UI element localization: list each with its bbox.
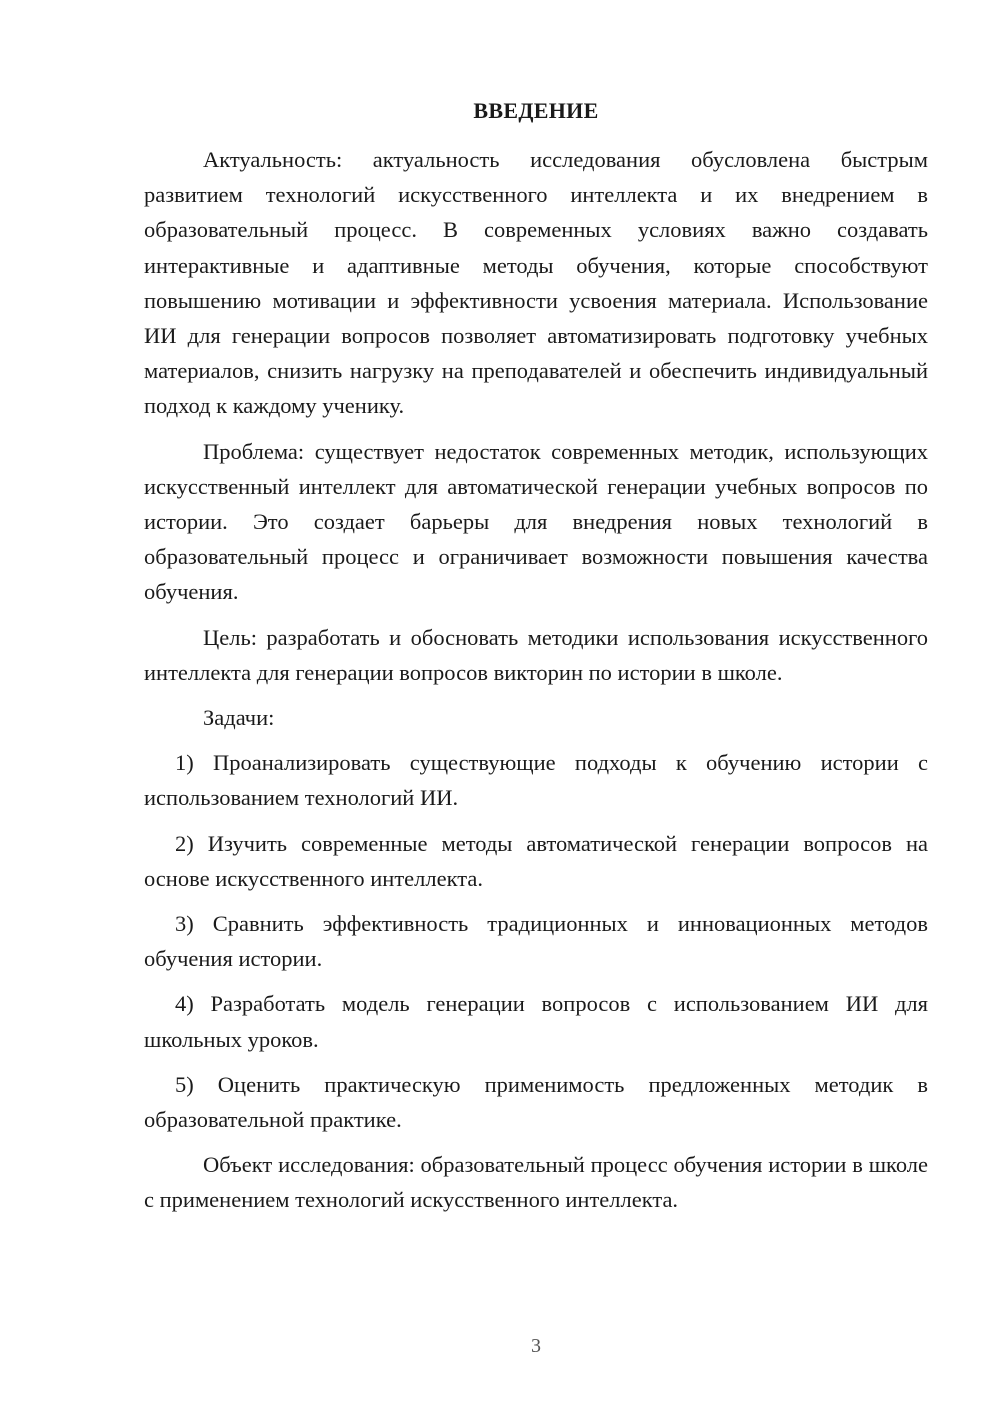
paragraph-object: Объект исследования: образовательный процесс обучения истории в школе с применением технологий искусственного интеллекта.: [144, 1152, 928, 1213]
task-item-1: 1) Проанализировать существующие подходы к обучению истории с использованием технологий ИИ.: [144, 750, 928, 811]
task-item-5: 5) Оценить практическую применимость предложенных методик в образовательной практике.: [144, 1071, 928, 1133]
paragraph-problem: Проблема: существует недостаток современных методик, использующих искусственный интеллект для автоматической генерации учебных вопросов по истории. Это создает барьеры для внедрения новых технологий в образовательный процесс и ограничивает возможности повышения качества обучения.: [144, 438, 928, 605]
document-body: [144, 142, 928, 1218]
paragraph-relevance: Актуальность: актуальность исследования обусловлена быстрым развитием технологий искусственного интеллекта и их внедрением в образовательный процесс. В современных условиях важно создавать интерактивные и адаптивные методы обучения, которые способствуют повышению мотивации и эффективности усвоения материала. Использование ИИ для генерации вопросов позволяет автоматизировать подготовку учебных материалов, снизить нагрузку на преподавателей и обеспечить индивидуальный подход к каждому ученику.: [144, 147, 928, 419]
tasks-label: Задачи:: [203, 705, 275, 731]
task-item-3: 3) Сравнить эффективность традиционных и инновационных методов обучения истории.: [144, 911, 928, 972]
page-number: 3: [531, 1335, 541, 1357]
task-item-4: 4) Разработать модель генерации вопросов с использованием ИИ для школьных уроков.: [144, 991, 928, 1052]
section-heading: ВВЕДЕНИЕ: [473, 98, 599, 123]
paragraph-goal: Цель: разработать и обосновать методики использования искусственного интеллекта для генерации вопросов викторин по истории в школе.: [144, 624, 928, 685]
task-item-2: 2) Изучить современные методы автоматической генерации вопросов на основе искусственного интеллекта.: [144, 830, 928, 891]
